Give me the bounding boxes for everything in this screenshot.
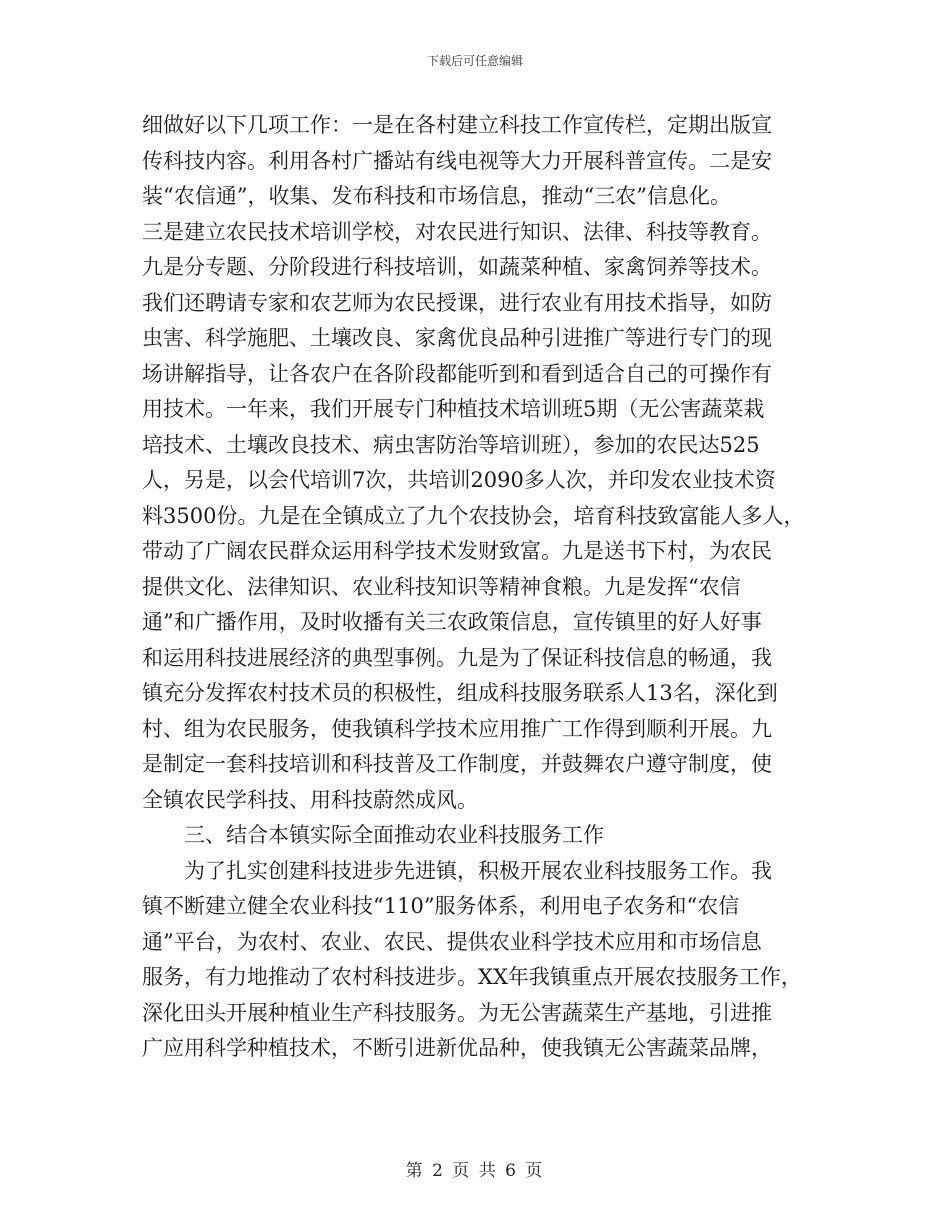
text-line: 镇充分发挥农村技术员的积极性，组成科技服务联系人13名，深化到 <box>142 681 778 705</box>
text-line: 和运用科技进展经济的典型事例。九是为了保证科技信息的畅通，我 <box>142 645 772 670</box>
text-line: 通”平台，为农村、农业、农民、提供农业科学技术应用和市场信息 <box>142 929 762 954</box>
text-line: 料3500份。九是在全镇成立了九个农技协会，培育科技致富能人多人， <box>142 503 805 528</box>
text-line: 广应用科学种植技术，不断引进新优品种，使我镇无公害蔬菜品牌， <box>142 1036 772 1060</box>
text-line: 我们还聘请专家和农艺师为农民授课，进行农业有用技术指导，如防 <box>142 290 772 315</box>
document-body <box>142 108 812 1067</box>
text-line: 镇不断建立健全农业科技“110”服务体系，利用电子农务和“农信 <box>142 894 740 918</box>
text-line: 虫害、科学施肥、土壤改良、家禽优良品种引进推广等进行专门的现 <box>142 326 772 350</box>
text-line: 用技术。一年来，我们开展专门种植技术培训班5期（无公害蔬菜栽 <box>142 397 765 421</box>
text-line: 传科技内容。利用各村广播站有线电视等大力开展科普宣传。二是安 <box>142 148 772 173</box>
text-line: 带动了广阔农民群众运用科学技术发财致富。九是送书下村，为农民 <box>142 539 772 563</box>
text-line: 全镇农民学科技、用科技蔚然成风。 <box>142 787 478 812</box>
text-line: 为了扎实创建科技进步先进镇，积极开展农业科技服务工作。我 <box>184 858 772 883</box>
text-line: 人，另是，以会代培训7次，共培训2090多人次，并印发农业技术资 <box>142 468 776 492</box>
text-line: 提供文化、法律知识、农业科技知识等精神食粮。九是发挥“农信 <box>142 574 741 599</box>
text-line: 三是建立农民技术培训学校，对农民进行知识、法律、科技等教育。 <box>142 219 772 244</box>
text-line: 装“农信通”，收集、发布科技和市场信息，推动“三农”信息化。 <box>142 184 731 208</box>
page-header: 下载后可任意编辑 <box>426 54 523 68</box>
text-line: 深化田头开展种植业生产科技服务。为无公害蔬菜生产基地，引进推 <box>142 1000 772 1025</box>
section-heading: 三、结合本镇实际全面推动农业科技服务工作 <box>184 823 604 847</box>
text-line: 细做好以下几项工作：一是在各村建立科技工作宣传栏，定期出版宣 <box>142 113 772 137</box>
text-line: 是制定一套科技培训和科技普及工作制度，并鼓舞农户遵守制度，使 <box>142 752 772 776</box>
page-footer: 第 2 页 共 6 页 <box>405 1161 545 1181</box>
text-line: 通”和广播作用，及时收播有关三农政策信息，宣传镇里的好人好事 <box>142 610 762 634</box>
text-line: 场讲解指导，让各农户在各阶段都能听到和看到适合自己的可操作有 <box>142 361 772 386</box>
text-line: 培技术、土壤改良技术、病虫害防治等培训班），参加的农民达525 <box>142 432 760 457</box>
text-line: 九是分专题、分阶段进行科技培训，如蔬菜种植、家禽饲养等技术。 <box>142 255 772 279</box>
text-line: 村、组为农民服务，使我镇科学技术应用推广工作得到顺利开展。九 <box>142 716 772 741</box>
text-line: 服务，有力地推动了农村科技进步。XX年我镇重点开展农技服务工作， <box>142 965 802 989</box>
